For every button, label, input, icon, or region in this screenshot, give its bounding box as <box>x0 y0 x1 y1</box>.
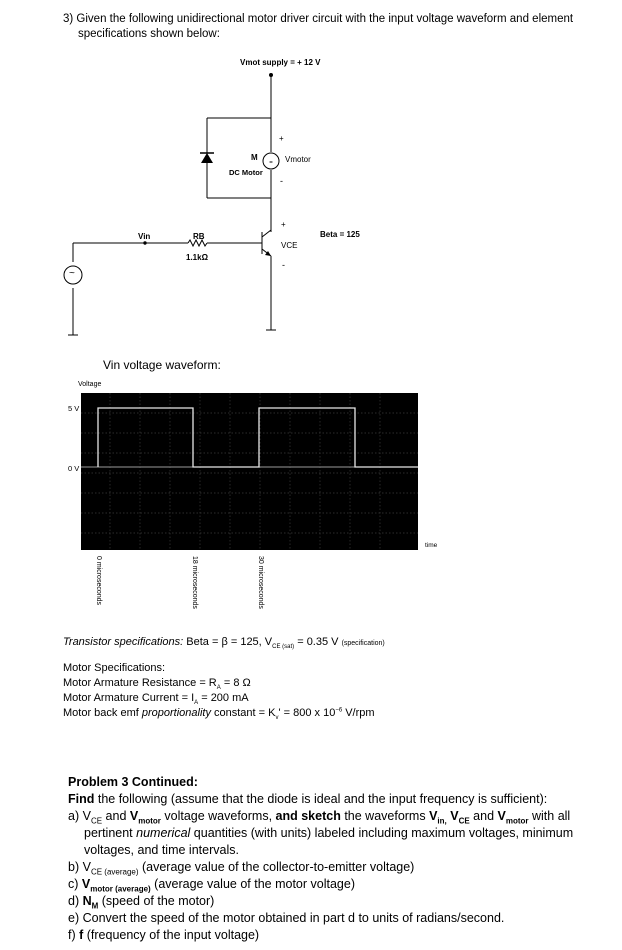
question-line-1: 3) Given the following unidirectional motor driver circuit with the input voltage waveform and element <box>63 13 574 25</box>
y-high-label: 5 V <box>68 404 80 413</box>
problem-b: b) $V_{CE (average)}$ (average value of the collector-to-emitter voltage) <box>68 860 415 877</box>
motor-emf: Motor back emf proportionality constant = $K_v' = 800$ x $10^{-6}$ V/rpm <box>63 707 375 722</box>
problem-a-line3: voltages, and time intervals. <box>84 843 239 857</box>
ac-source-icon: ~ <box>69 268 75 279</box>
vce-label: VCE <box>281 241 298 250</box>
motor-spec-title: Motor Specifications: <box>63 662 166 674</box>
problem-d: d) $N_M$ (speed of the motor) <box>68 894 215 911</box>
plus-top: + <box>279 134 284 143</box>
waveform-title: Vin voltage waveform: <box>103 358 221 372</box>
x-tick-18: 18 microseconds <box>191 556 198 609</box>
rb-value: 1.1kΩ <box>186 253 208 262</box>
motor-letter: M <box>251 153 258 162</box>
x-tick-30: 30 microseconds <box>257 556 264 609</box>
motor-name: DC Motor <box>229 168 263 177</box>
motor-current: Motor Armature Current = $I_A = 200$ mA <box>63 692 249 707</box>
problem-a-line1: a) $V_{CE}$ and $V_{motor}$ voltage waveforms, and sketch the waveforms $V_{in,}$ $V_{CE}$ and $V_{motor}$ with all <box>68 809 571 826</box>
question-line-2: specifications shown below: <box>78 28 220 40</box>
rb-label: RB <box>193 232 205 241</box>
minus-bottom: - <box>282 260 285 270</box>
problem-f: f) f (frequency of the input voltage) <box>68 928 260 942</box>
waveform-chart <box>0 390 622 560</box>
transistor-spec-label: Transistor specifications: <box>63 636 184 648</box>
motor-resistance: Motor Armature Resistance = $R_A = 8$ Ω <box>63 677 251 692</box>
y-low-label: 0 V <box>68 464 80 473</box>
y-axis-label: Voltage <box>78 381 102 388</box>
beta-label: Beta = 125 <box>320 230 360 239</box>
vmotor-label: Vmotor <box>285 155 311 164</box>
plus-bottom: + <box>281 220 286 229</box>
vin-label: Vin <box>138 232 151 241</box>
problem-title: Problem 3 Continued: <box>68 775 198 789</box>
minus-top: - <box>280 176 283 186</box>
x-axis-label: time <box>425 542 438 549</box>
problem-c: c) $V_{motor (average)}$ (average value of the motor voltage) <box>68 877 355 894</box>
svg-text:=: = <box>269 160 273 166</box>
transistor-specs: Transistor specifications: Beta = β = 125, $V_{CE (sat)} = 0.35$ V (specification) <box>63 636 385 651</box>
x-tick-0: 0 microseconds <box>95 556 102 606</box>
circuit-diagram <box>0 0 622 350</box>
problem-e: e) Convert the speed of the motor obtained in part d to units of radians/second. <box>68 911 505 925</box>
supply-label: Vmot supply = + 12 V <box>240 58 321 67</box>
problem-find: Find the following (assume that the diode is ideal and the input frequency is sufficient): <box>68 792 548 806</box>
problem-a-line2: pertinent numerical quantities (with units) labeled including maximum voltages, minimum <box>84 826 574 840</box>
